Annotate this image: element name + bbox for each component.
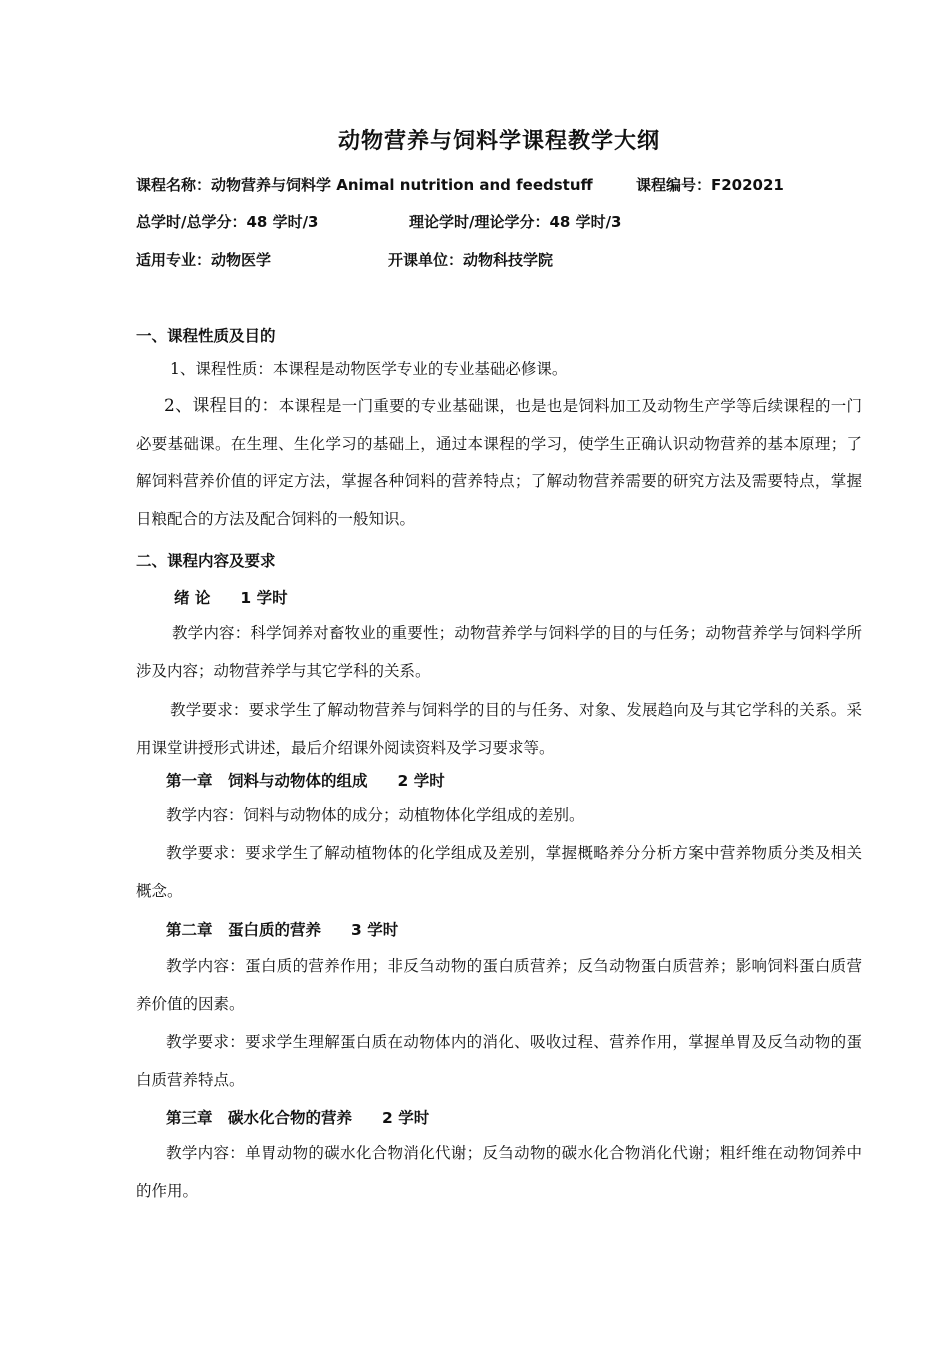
ch3-title: 第三章 碳水化合物的营养 — [166, 1109, 353, 1127]
intro-hours: 1 学时 — [240, 589, 288, 607]
ch1-heading — [166, 769, 445, 791]
department: 开课单位：动物科技学院 — [388, 251, 554, 269]
ch3-heading — [166, 1106, 429, 1128]
course-name: 课程名称：动物营养与饲料学 Animal nutrition and feedstuff — [136, 176, 593, 194]
course-purpose — [136, 388, 862, 538]
ch1-title: 第一章 饲料与动物体的组成 — [166, 772, 368, 790]
ch3-hours: 2 学时 — [382, 1109, 430, 1127]
total-hours: 总学时/总学分：48 学时/3 — [136, 213, 319, 231]
section-1-heading: 一、课程性质及目的 — [136, 327, 276, 345]
ch3-content: 教学内容：单胃动物的碳水化合物消化代谢；反刍动物的碳水化合物消化代谢；粗纤维在动物饲养中的作用。 — [136, 1144, 862, 1200]
meta-row-2 — [136, 211, 622, 232]
theory-hours: 理论学时/理论学分：48 学时/3 — [409, 213, 622, 231]
ch2-hours: 3 学时 — [351, 921, 399, 939]
ch2-requirement: 教学要求：要求学生理解蛋白质在动物体内的消化、吸收过程、营养作用，掌握单胃及反刍动物的蛋白质营养特点。 — [136, 1033, 862, 1089]
ch2-content: 教学内容：蛋白质的营养作用；非反刍动物的蛋白质营养；反刍动物蛋白质营养；影响饲料蛋白质营养价值的因素。 — [136, 957, 862, 1013]
ch1-hours: 2 学时 — [397, 772, 445, 790]
course-purpose-lead: 2、课程目的： — [164, 396, 279, 416]
ch1-content: 教学内容：饲料与动物体的成分；动植物体化学组成的差别。 — [166, 806, 585, 824]
ch1-requirement: 教学要求：要求学生了解动植物体的化学组成及差别，掌握概略养分分析方案中营养物质分类及相关概念。 — [136, 844, 862, 900]
course-nature: 1、课程性质：本课程是动物医学专业的专业基础必修课。 — [170, 360, 568, 378]
intro-requirement: 教学要求：要求学生了解动物营养与饲料学的目的与任务、对象、发展趋向及与其它学科的关系。采用课堂讲授形式讲述，最后介绍课外阅读资料及学习要求等。 — [136, 701, 862, 757]
section-2-heading: 二、课程内容及要求 — [136, 552, 276, 570]
intro-heading — [174, 586, 288, 608]
meta-row-3 — [136, 249, 554, 270]
major: 适用专业：动物医学 — [136, 251, 272, 269]
course-code: 课程编号：F202021 — [636, 176, 784, 194]
ch2-title: 第二章 蛋白质的营养 — [166, 921, 322, 939]
course-purpose-text: 本课程是一门重要的专业基础课，也是也是饲料加工及动物生产学等后续课程的一门必要基础课。在生理、生化学习的基础上，通过本课程的学习，使学生正确认识动物营养的基本原理；了解饲料营养价值的评定方法，掌握各种饲料的营养特点；了解动物营养需要的研究方法及需要特点，掌握日粮配合的方法及配合饲料的一般知识。 — [136, 397, 862, 528]
intro-content: 教学内容：科学饲养对畜牧业的重要性；动物营养学与饲料学的目的与任务；动物营养学与饲料学所涉及内容；动物营养学与其它学科的关系。 — [136, 624, 862, 680]
intro-title: 绪 论 — [174, 589, 211, 607]
ch2-heading — [166, 918, 398, 940]
document-title: 动物营养与饲料学课程教学大纲 — [337, 129, 660, 154]
meta-row-1 — [136, 174, 784, 195]
